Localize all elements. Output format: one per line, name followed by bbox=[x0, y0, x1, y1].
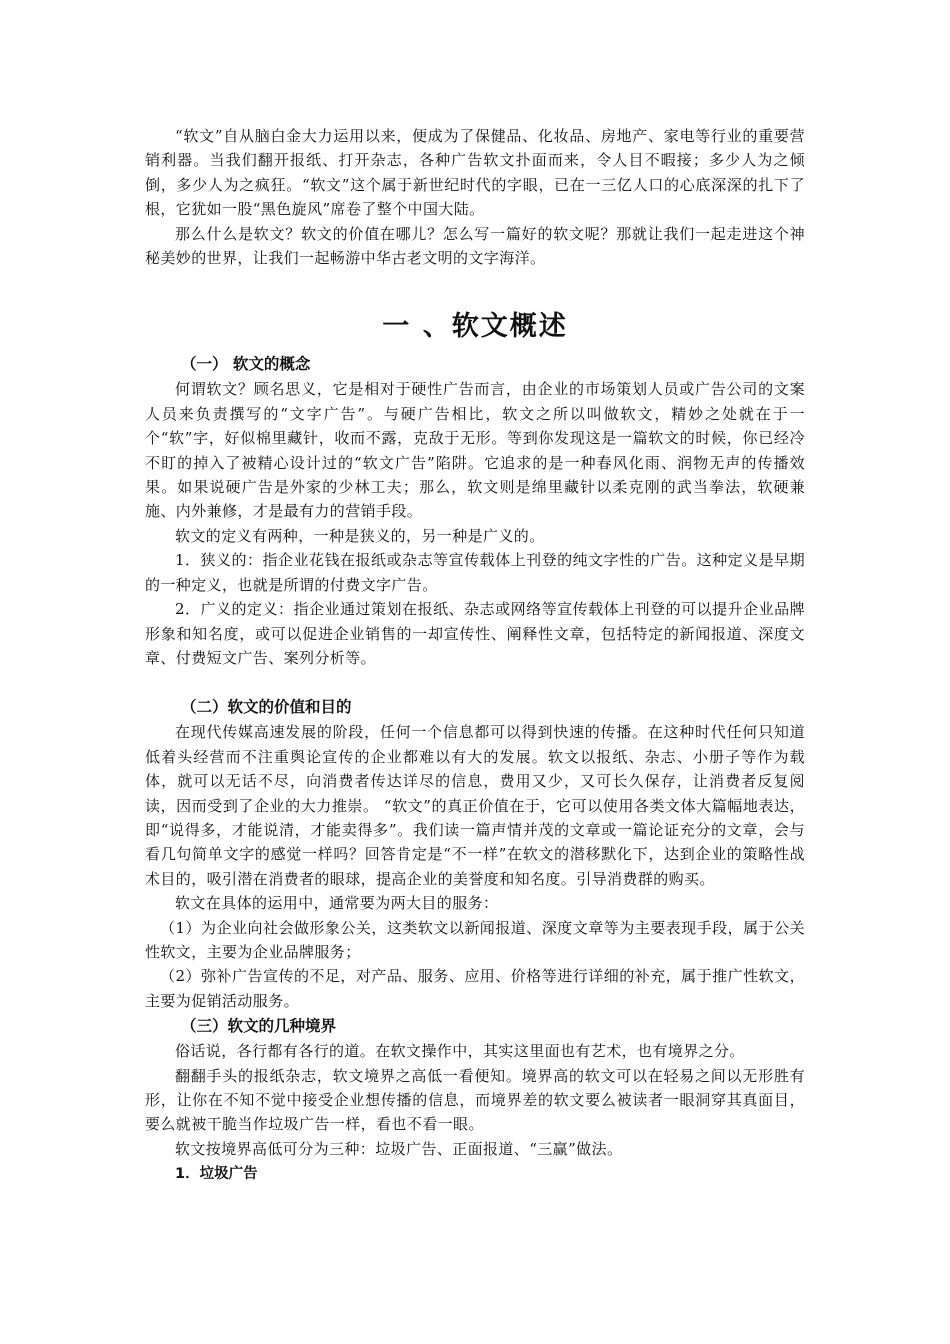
section-1-paragraph-2: 软文的定义有两种，一种是狭义的，另一种是广义的。 bbox=[175, 526, 545, 545]
section-3-paragraph-2: 翻翻手头的报纸杂志，软文境界之高低一看便知。境界高的软文可以在轻易之间以无形胜有形，让你在不知不觉中接受企业想传播的信息，而境界差的软文要么被读者一眼洞穿其真面目，要么就被干脆当作垃圾广告一样，看也不看一眼。 bbox=[145, 1066, 805, 1134]
section-3-heading: （三）软文的几种境界 bbox=[181, 1017, 337, 1036]
section-2-paragraph-2: 软文在具体的运用中，通常要为两大目的服务： bbox=[175, 894, 499, 913]
section-1-paragraph-4: 2．广义的定义：指企业通过策划在报纸、杂志或网络等宣传载体上刊登的可以提升企业品牌形象和知名度，或可以促进企业销售的一却宣传性、阐释性文章，包括特定的新闻报道、深度文章、付费短文广告、案列分析等。 bbox=[145, 600, 805, 667]
section-2-paragraph-3: （1）为企业向社会做形象公关，这类软文以新闻报道、深度文章等为主要表现手段，属于公关性软文，主要为企业品牌服务； bbox=[145, 918, 805, 961]
intro-paragraph-2: 那么什么是软文？软文的价值在哪儿？怎么写一篇好的软文呢？那就让我们一起走进这个神秘美妙的世界，让我们一起畅游中华古老文明的文字海洋。 bbox=[145, 224, 805, 268]
section-spacer bbox=[145, 670, 805, 694]
section-3-subheading-1: 1．垃圾广告 bbox=[175, 1166, 258, 1183]
intro-paragraph-1: “软文”自从脑白金大力运用以来，便成为了保健品、化妆品、房地产、家电等行业的重要营销利器。当我们翻开报纸、打开杂志，各种广告软文扑面而来，令人目不暇接；多少人为之倾倒，多少人为之疯狂。“软文”这个属于新世纪时代的字眼，已在一三亿人口的心底深深的扎下了根，它犹如一股“黑色旋风”席卷了整个中国大陆。 bbox=[145, 127, 805, 219]
section-2-heading: （二）软文的价值和目的 bbox=[181, 698, 352, 717]
section-1-heading: （一） 软文的概念 bbox=[181, 355, 311, 374]
section-3-paragraph-1: 俗话说，各行都有各行的道。在软文操作中，其实这里面也有艺术，也有境界之分。 bbox=[175, 1042, 745, 1061]
section-1-paragraph-1: 何谓软文？顾名思义，它是相对于硬性广告而言，由企业的市场策划人员或广告公司的文案人员来负责撰写的“文字广告”。与硬广告相比，软文之所以叫做软文，精妙之处就在于一个“软”字，好似棉里藏针，收而不露，克敌于无形。等到你发现这是一篇软文的时候，你已经冷不盯的掉入了被精心设计过的“软文广告”陷阱。它追求的是一种春风化雨、润物无声的传播效果。如果说硬广告是外家的少林工夫；那么，软文则是绵里藏针以柔克刚的武当拳法，软硬兼施、内外兼修，才是最有力的营销手段。 bbox=[145, 380, 805, 521]
section-3-paragraph-3: 软文按境界高低可分为三种：垃圾广告、正面报道、“三赢”做法。 bbox=[175, 1139, 623, 1158]
section-1-paragraph-3: 1．狭义的：指企业花钱在报纸或杂志等宣传载体上刊登的纯文字性的广告。这种定义是早期的一种定义，也就是所谓的付费文字广告。 bbox=[145, 551, 805, 594]
chapter-title: 一 、软文概述 bbox=[382, 311, 568, 343]
section-2-paragraph-4: （2）弥补广告宣传的不足，对产品、服务、应用、价格等进行详细的补充，属于推广性软文，主要为促销活动服务。 bbox=[145, 967, 805, 1010]
section-2-paragraph-1: 在现代传媒高速发展的阶段，任何一个信息都可以得到快速的传播。在这种时代任何只知道低着头经营而不注重舆论宣传的企业都难以有大的发展。软文以报纸、杂志、小册子等作为载体，就可以无话不尽，向消费者传达详尽的信息，费用又少，又可长久保存，让消费者反复阅读，因而受到了企业的大力推崇。 “软文”的真正价值在于，它可以使用各类文体大篇幅地表达，即“说得多，才能说清，才能卖得多”。我们读一篇声情并茂的文章或一篇论证充分的文章，会与看几句简单文字的感觉一样吗？回答肯定是“不一样”在软文的潜移默化下，达到企业的策略性战术目的，吸引潜在消费者的眼球，提高企业的美誉度和知名度。引导消费群的购买。 bbox=[145, 723, 805, 888]
